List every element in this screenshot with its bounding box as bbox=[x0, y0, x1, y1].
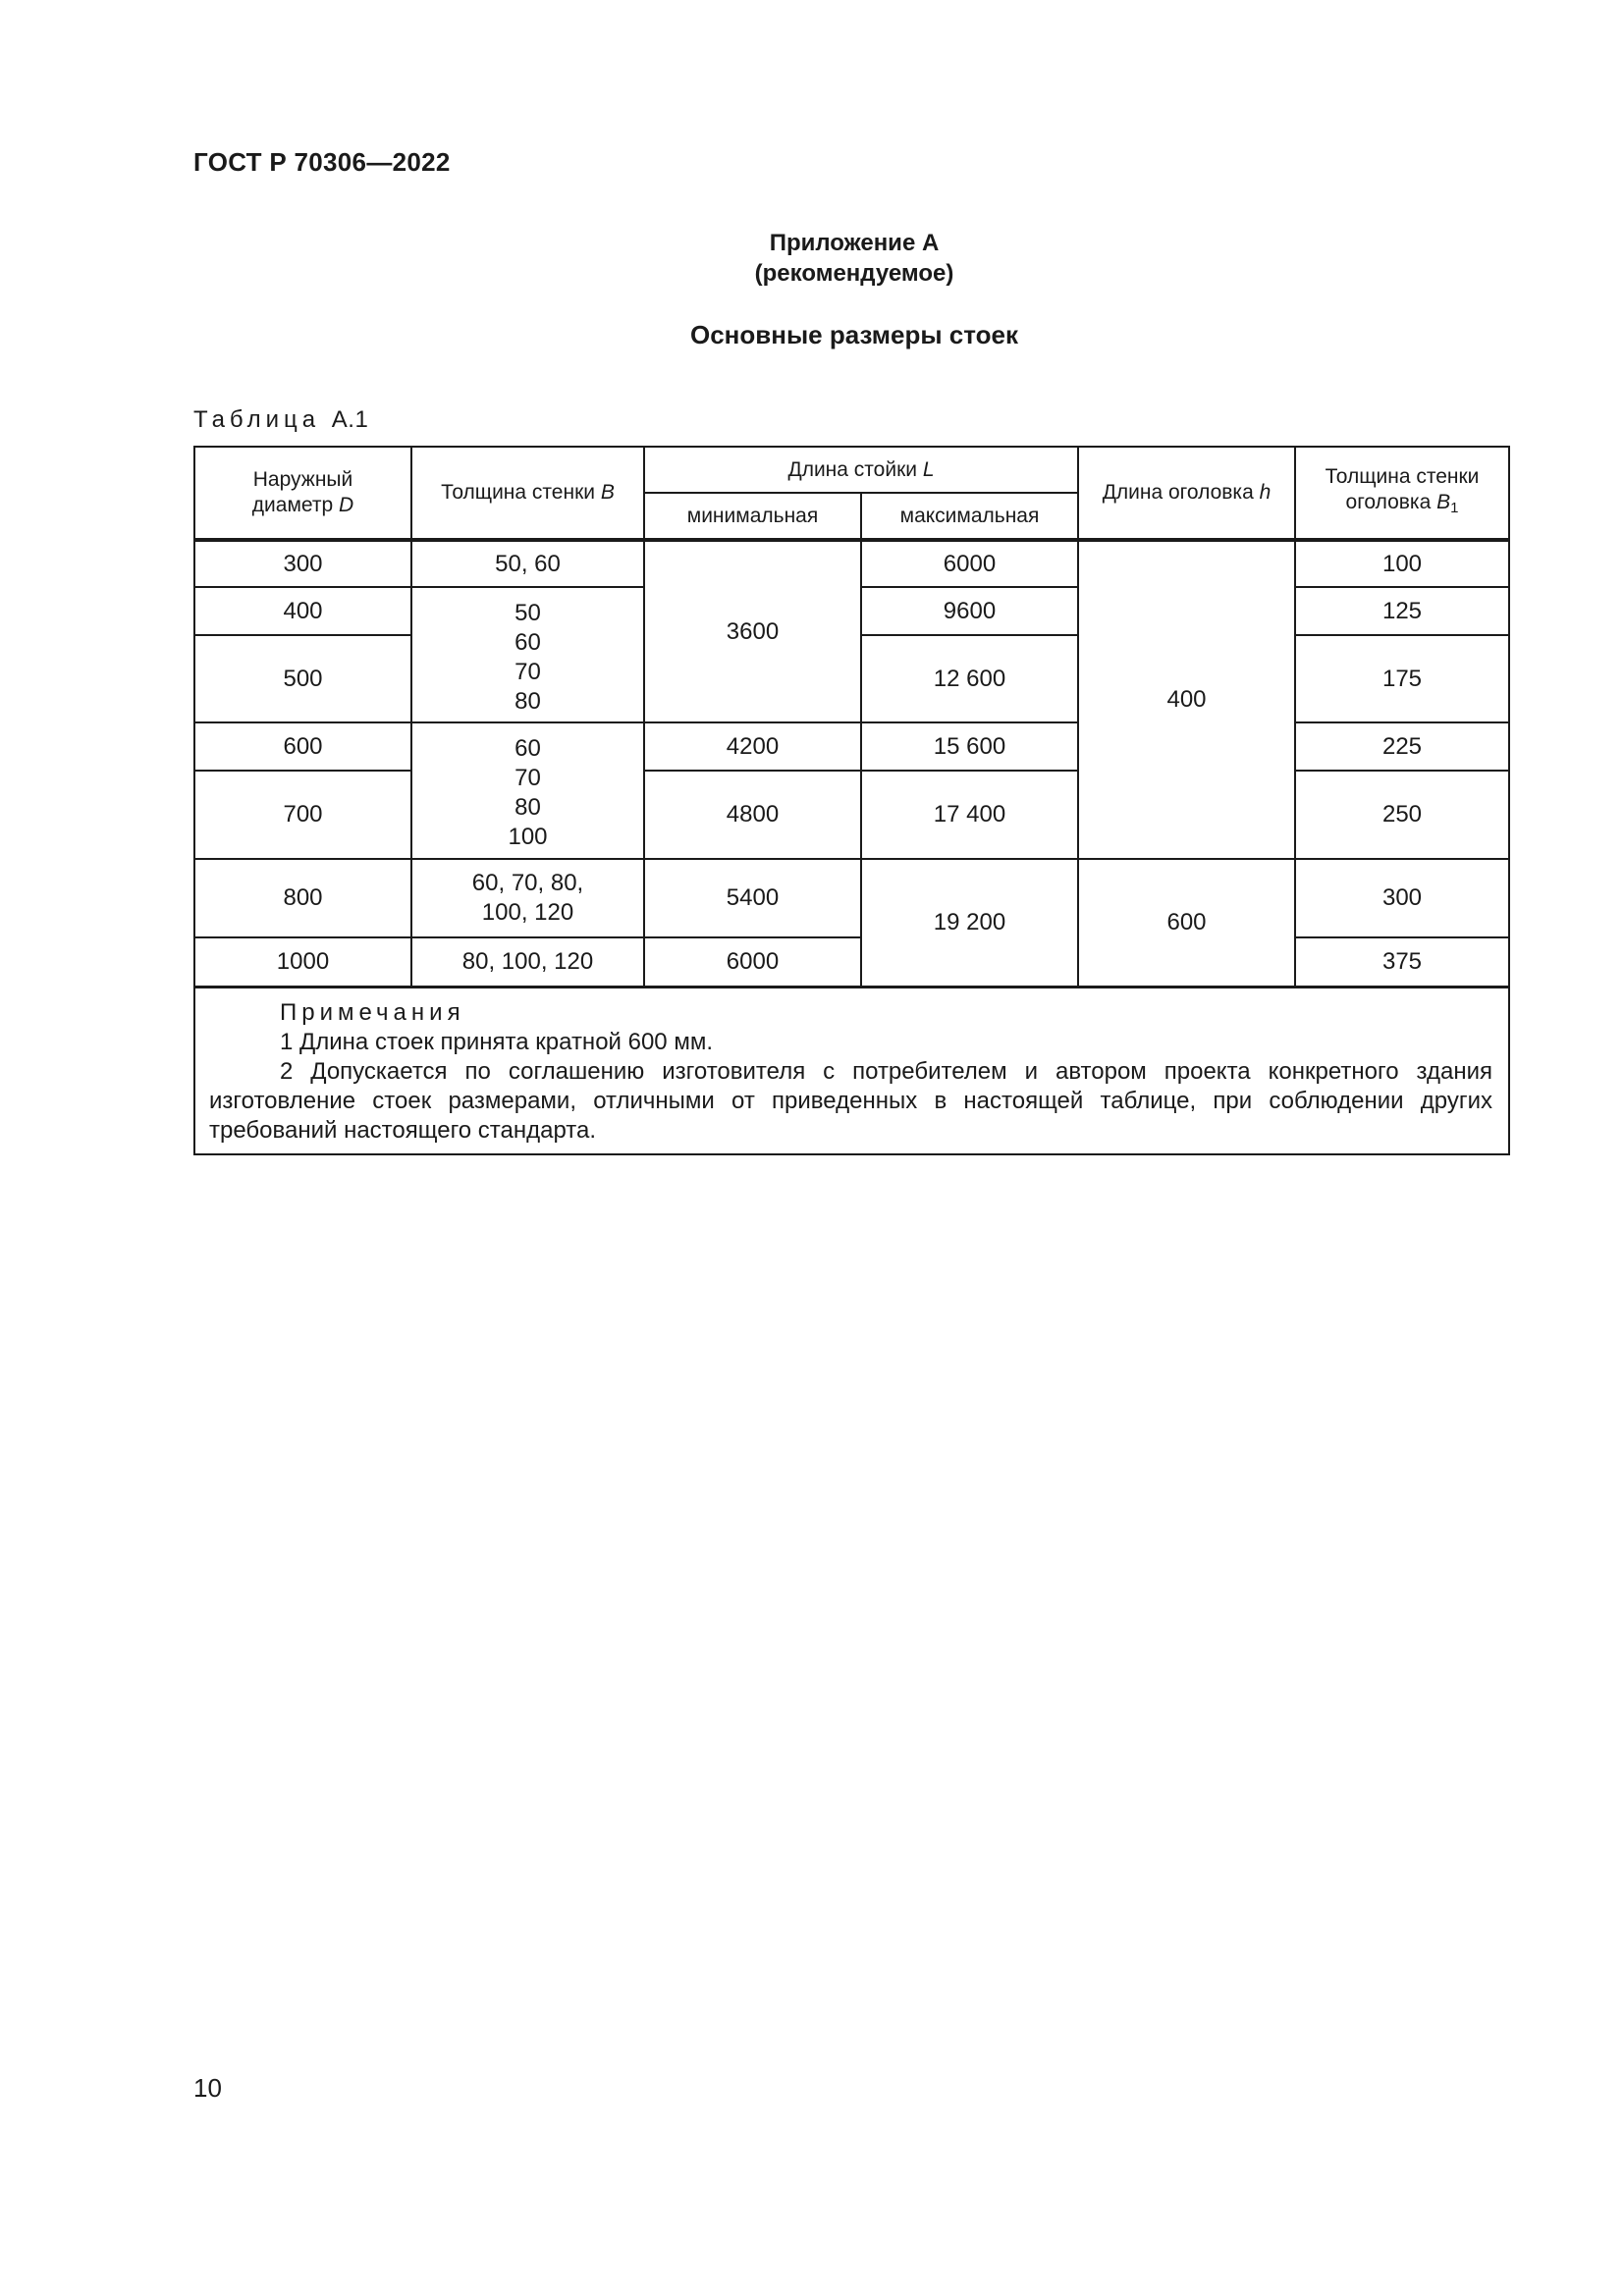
cell-diameter: 400 bbox=[194, 587, 411, 635]
header-outer-diameter: Наружный диаметр D bbox=[194, 447, 411, 540]
cell-diameter: 500 bbox=[194, 635, 411, 722]
table-caption bbox=[193, 406, 368, 434]
page-number: 10 bbox=[193, 2073, 222, 2103]
cell-wall: 50, 60 bbox=[411, 540, 644, 587]
cell-min-length: 4800 bbox=[644, 771, 861, 859]
header-head-length: Длина оголовка h bbox=[1078, 447, 1295, 540]
table-notes bbox=[194, 987, 1509, 1154]
table-row bbox=[194, 771, 1509, 859]
note-item: 2 Допускается по соглашению изготовителя с потребителем и автором проекта конкретного здания изготовление стоек размерами, отличными от приведенных в настоящей таблице, при соблюдении других требований настоящего стандарта. bbox=[209, 1057, 1492, 1144]
appendix-status: (рекомендуемое) bbox=[754, 260, 954, 287]
cell-max-length: 12 600 bbox=[861, 635, 1078, 722]
cell-diameter: 700 bbox=[194, 771, 411, 859]
cell-min-length: 5400 bbox=[644, 859, 861, 937]
table-row bbox=[194, 859, 1509, 937]
header-head-wall-thickness: Толщина стенки оголовка $B_1$ bbox=[1295, 447, 1509, 540]
cell-wall: 60, 70, 80, 100, 120 bbox=[411, 859, 644, 937]
cell-head-wall: 250 bbox=[1295, 771, 1509, 859]
cell-min-length: 3600 bbox=[644, 540, 861, 722]
table-row bbox=[194, 722, 1509, 771]
cell-wall: 60 70 80 100 bbox=[411, 722, 644, 859]
notes-title: Примечания bbox=[280, 998, 465, 1026]
cell-diameter: 800 bbox=[194, 859, 411, 937]
header-length-min: минимальная bbox=[644, 493, 861, 540]
cell-max-length: 9600 bbox=[861, 587, 1078, 635]
cell-max-length: 17 400 bbox=[861, 771, 1078, 859]
cell-diameter: 600 bbox=[194, 722, 411, 771]
cell-wall: 50 60 70 80 bbox=[411, 587, 644, 722]
document-code: ГОСТ Р 70306—2022 bbox=[193, 147, 451, 177]
notes-row bbox=[194, 987, 1509, 1154]
cell-diameter: 300 bbox=[194, 540, 411, 587]
cell-max-length: 6000 bbox=[861, 540, 1078, 587]
cell-diameter: 1000 bbox=[194, 937, 411, 987]
header-length-max: максимальная bbox=[861, 493, 1078, 540]
cell-head-wall: 375 bbox=[1295, 937, 1509, 987]
cell-head-wall: 300 bbox=[1295, 859, 1509, 937]
header-wall-thickness: Толщина стенки B bbox=[411, 447, 644, 540]
appendix-title: Приложение А bbox=[769, 230, 940, 256]
table-caption-word: Таблица bbox=[193, 406, 321, 433]
table-row bbox=[194, 937, 1509, 987]
cell-head-wall: 225 bbox=[1295, 722, 1509, 771]
cell-max-length: 15 600 bbox=[861, 722, 1078, 771]
appendix-heading bbox=[0, 228, 1624, 289]
table-caption-number: А.1 bbox=[331, 406, 369, 433]
section-title: Основные размеры стоек bbox=[690, 320, 1018, 349]
header-post-length: Длина стойки L bbox=[644, 447, 1078, 493]
dimensions-table bbox=[193, 446, 1510, 1155]
cell-min-length: 4200 bbox=[644, 722, 861, 771]
cell-min-length: 6000 bbox=[644, 937, 861, 987]
cell-head-wall: 100 bbox=[1295, 540, 1509, 587]
cell-head-wall: 175 bbox=[1295, 635, 1509, 722]
cell-wall: 80, 100, 120 bbox=[411, 937, 644, 987]
cell-head-wall: 125 bbox=[1295, 587, 1509, 635]
cell-head-length: 600 bbox=[1078, 859, 1295, 987]
cell-max-length: 19 200 bbox=[861, 859, 1078, 987]
cell-head-length: 400 bbox=[1078, 540, 1295, 859]
note-item: 1 Длина стоек принята кратной 600 мм. bbox=[280, 1028, 713, 1055]
table-row bbox=[194, 540, 1509, 587]
